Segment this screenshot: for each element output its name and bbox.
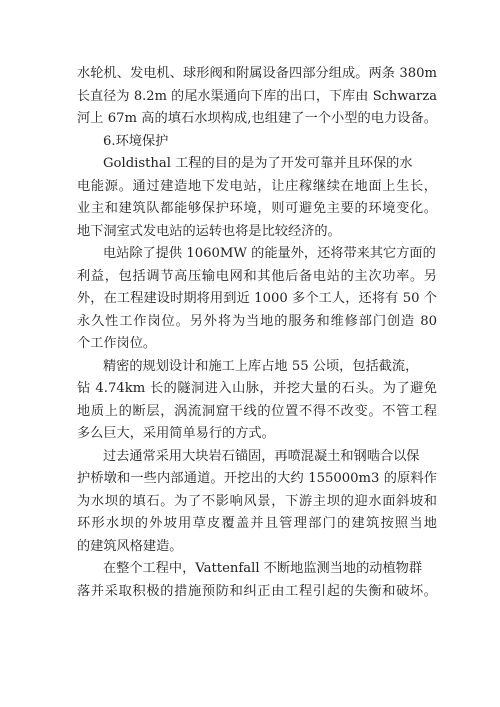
- text-line: 永久性工作岗位。另外将为当地的服务和维修部门创造 80: [77, 313, 437, 329]
- text-line: 河上 67m 高的填石水坝构成,也组建了一个小型的电力设备。: [77, 111, 437, 126]
- text-line: 外，在工程建设时期将用到近 1000 多个工人，还将有 50 个: [77, 291, 437, 306]
- text-line: 钻 4.74km 长的隧洞进入山脉，并挖大量的石头。为了避免: [77, 381, 437, 396]
- text-line: 的建筑风格建造。: [77, 538, 183, 554]
- text-line: 电站除了提供 1060MW 的能量外，还将带来其它方面的: [103, 246, 436, 261]
- text-line: 电能源。通过建造地下发电站，让庄稼继续在地面上生长，: [77, 178, 437, 194]
- text-line: 水轮机、发电机、球形阀和附属设备四部分组成。两条 380m: [77, 66, 437, 81]
- text-line: 环形水坝的外坡用草皮覆盖并且管理部门的建筑按照当地: [77, 516, 437, 531]
- text-line: 落并采取积极的措施预防和纠正由工程引起的失衡和破坏。: [77, 583, 437, 599]
- text-line: 个工作岗位。: [77, 336, 157, 351]
- text-line: 业主和建筑队都能够保护环境，则可避免主要的环境变化。: [77, 201, 437, 216]
- text-line: 长直径为 8.2m 的尾水渠通向下库的出口，下库由 Schwarza: [77, 88, 437, 104]
- section-heading: 6.环境保护: [103, 133, 169, 149]
- text-line: 地质上的断层，涡流洞窟干线的位置不得不改变。不管工程: [77, 403, 437, 419]
- text-line: 利益，包括调节高压输电网和其他后备电站的主次功率。另: [77, 268, 437, 284]
- text-line: 在整个工程中，Vattenfall 不断地监测当地的动植物群: [103, 561, 423, 576]
- document-body: [77, 63, 437, 603]
- text-line: 护桥墩和一些内部通道。开挖出的大约 155000m3 的原料作: [77, 471, 437, 486]
- text-line: 地下洞室式发电站的运转也将是比较经济的。: [77, 223, 341, 239]
- text-line: 多么巨大，采用简单易行的方式。: [77, 426, 275, 441]
- text-line: 为水坝的填石。为了不影响风景，下游主坝的迎水面斜坡和: [77, 493, 437, 509]
- text-line: Goldisthal 工程的目的是为了开发可靠并且环保的水: [103, 156, 413, 171]
- text-line: 精密的规划设计和施工上库占地 55 公顷，包括截流，: [103, 358, 419, 374]
- text-line: 过去通常采用大块岩石锚固，再喷混凝土和钢啮合以保: [103, 448, 420, 464]
